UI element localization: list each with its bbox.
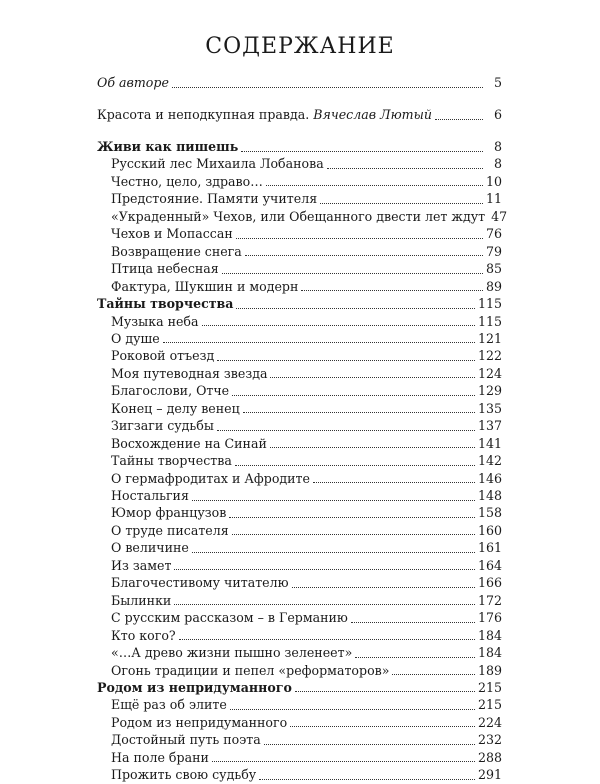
toc-entry[interactable] xyxy=(111,644,502,662)
toc-entry[interactable] xyxy=(111,504,502,522)
dot-leader xyxy=(235,465,475,466)
entry-title xyxy=(111,208,485,226)
entry-title-text: Птица небесная xyxy=(111,261,219,277)
page-number: 8 xyxy=(493,139,502,154)
page-number: 148 xyxy=(477,488,502,503)
entry-title-text: Прожить свою судьбу xyxy=(111,767,257,783)
page-number: 176 xyxy=(477,610,502,626)
entry-title-text: Родом из непридуманного xyxy=(97,679,292,695)
page-title: СОДЕРЖАНИЕ xyxy=(205,34,395,59)
page-number: 172 xyxy=(477,592,502,608)
entry-title-text: Былинки xyxy=(111,592,172,608)
entry-title-text: О труде писателя xyxy=(111,522,229,538)
toc-entry[interactable] xyxy=(111,417,502,435)
toc-entry[interactable] xyxy=(111,766,502,784)
dot-leader xyxy=(163,342,475,343)
toc-entry[interactable] xyxy=(111,208,508,226)
page-number: 89 xyxy=(485,278,502,294)
entry-title-text: На поле брани xyxy=(111,749,209,765)
page-number: 76 xyxy=(485,226,502,242)
page-number: 79 xyxy=(485,243,502,259)
entry-title xyxy=(111,539,189,557)
entry-title xyxy=(111,155,324,173)
toc-entry[interactable] xyxy=(111,400,502,418)
entry-title xyxy=(97,679,292,697)
page-number: 184 xyxy=(477,627,502,643)
entry-title xyxy=(111,504,226,522)
entry-title-text: Кто кого? xyxy=(111,627,176,643)
dot-leader xyxy=(264,744,475,745)
page-number: 115 xyxy=(477,313,502,329)
toc-entry[interactable] xyxy=(111,696,502,714)
dot-leader xyxy=(392,674,475,675)
entry-title xyxy=(111,313,199,331)
dot-leader xyxy=(172,87,483,88)
entry-title-text: Об авторе xyxy=(97,75,169,90)
entry-title xyxy=(111,731,261,749)
entry-title-text: Зигзаги судьбы xyxy=(111,418,214,434)
entry-title xyxy=(111,278,298,296)
page-number: 8 xyxy=(493,156,502,172)
entry-title xyxy=(111,557,171,575)
page-number: 11 xyxy=(485,191,502,207)
dot-leader xyxy=(230,709,475,710)
entry-title xyxy=(111,766,256,784)
entry-title xyxy=(111,574,289,592)
dot-leader xyxy=(259,779,475,780)
entry-title-text: О величине xyxy=(111,540,189,556)
page-number: 146 xyxy=(477,470,502,486)
page-number: 224 xyxy=(477,714,502,730)
toc-entry[interactable] xyxy=(111,278,502,296)
page-number: 115 xyxy=(477,296,502,312)
toc-entry[interactable] xyxy=(111,522,502,540)
entry-title xyxy=(111,609,348,627)
dot-leader xyxy=(236,308,474,309)
toc-entry[interactable] xyxy=(111,347,502,365)
entry-title-text: Русский лес Михаила Лобанова xyxy=(111,156,324,172)
entry-title xyxy=(111,243,242,261)
entry-title-text: Музыка неба xyxy=(111,313,199,329)
toc-entry-front[interactable] xyxy=(97,106,502,124)
dot-leader xyxy=(320,203,483,204)
entry-title xyxy=(111,487,189,505)
dot-leader xyxy=(290,726,475,727)
page-number: 215 xyxy=(477,679,502,695)
entry-title xyxy=(111,644,352,662)
toc-entry[interactable] xyxy=(111,749,502,767)
entry-title-text: Из замет xyxy=(111,557,172,573)
entry-title xyxy=(97,295,233,313)
toc-entry[interactable] xyxy=(111,225,502,243)
toc-entry[interactable] xyxy=(111,557,502,575)
entry-title-text: «Украденный» Чехов, или Обещанного двести лет ждут xyxy=(111,208,486,224)
toc-entry[interactable] xyxy=(111,330,502,348)
toc-entry[interactable] xyxy=(111,539,502,557)
entry-title-text: Возвращение снега xyxy=(111,243,242,259)
entry-title-text: Достойный путь поэта xyxy=(111,732,261,748)
page-number: 124 xyxy=(477,365,502,381)
page-number: 158 xyxy=(477,505,502,521)
entry-title xyxy=(111,522,229,540)
entry-title xyxy=(111,435,267,453)
toc-entry[interactable] xyxy=(111,452,502,470)
entry-title-text: Благочестивому читателю xyxy=(111,575,289,591)
entry-title xyxy=(111,662,389,680)
dot-leader xyxy=(236,238,483,239)
toc-entry[interactable] xyxy=(111,260,502,278)
dot-leader xyxy=(174,604,475,605)
entry-title xyxy=(97,106,432,124)
page-number: 85 xyxy=(485,261,502,277)
page-number: 288 xyxy=(477,749,502,765)
page-number: 184 xyxy=(477,645,502,661)
dot-leader xyxy=(192,552,475,553)
entry-title-text: Родом из непридуманного xyxy=(111,714,288,730)
entry-title xyxy=(97,74,169,92)
toc-entry[interactable] xyxy=(111,470,502,488)
entry-title-text: Благослови, Отче xyxy=(111,383,230,399)
entry-author: Вячеслав Лютый xyxy=(313,107,432,122)
page-number: 5 xyxy=(493,75,502,90)
entry-title xyxy=(111,417,214,435)
toc-entry-front[interactable] xyxy=(97,74,502,92)
page-number: 291 xyxy=(477,767,502,783)
dot-leader xyxy=(270,447,475,448)
dot-leader xyxy=(217,430,475,431)
dot-leader xyxy=(266,185,483,186)
entry-title xyxy=(111,173,263,191)
toc-section-heading[interactable] xyxy=(97,138,502,156)
dot-leader xyxy=(217,360,475,361)
dot-leader xyxy=(243,412,475,413)
entry-title-text: Восхождение на Синай xyxy=(111,435,267,451)
toc-section-heading[interactable] xyxy=(97,679,502,697)
dot-leader xyxy=(179,639,475,640)
entry-title xyxy=(111,749,209,767)
page-number: 137 xyxy=(477,418,502,434)
entry-title-text: Честно, цело, здраво… xyxy=(111,173,263,189)
page-number: 135 xyxy=(477,400,502,416)
entry-title xyxy=(111,347,214,365)
toc-entry[interactable] xyxy=(111,627,502,645)
page-number: 6 xyxy=(493,107,502,122)
dot-leader xyxy=(212,761,475,762)
dot-leader xyxy=(245,255,483,256)
entry-title-text: Моя путеводная звезда xyxy=(111,365,268,381)
toc-entry[interactable] xyxy=(111,313,502,331)
entry-title-text: Роковой отъезд xyxy=(111,348,215,364)
entry-title xyxy=(111,714,287,732)
dot-leader xyxy=(435,119,483,120)
toc-entry[interactable] xyxy=(111,243,502,261)
toc-entry[interactable] xyxy=(111,382,502,400)
toc-entry[interactable] xyxy=(111,173,502,191)
entry-title xyxy=(111,190,317,208)
dot-leader xyxy=(202,325,475,326)
entry-title xyxy=(111,696,227,714)
entry-title-text: Огонь традиции и пепел «реформаторов» xyxy=(111,662,390,678)
page-number: 189 xyxy=(477,662,502,678)
entry-title xyxy=(111,627,176,645)
entry-title xyxy=(111,225,233,243)
entry-title-text: С русским рассказом – в Германию xyxy=(111,610,348,626)
toc-entry[interactable] xyxy=(111,574,502,592)
entry-title-text: Красота и неподкупная правда. xyxy=(97,107,310,122)
dot-leader xyxy=(229,517,475,518)
entry-title-text: Предстояние. Памяти учителя xyxy=(111,191,318,207)
dot-leader xyxy=(241,151,483,152)
dot-leader xyxy=(355,657,475,658)
toc-entry[interactable] xyxy=(111,365,502,383)
toc-entry[interactable] xyxy=(111,662,502,680)
page-number: 10 xyxy=(485,173,502,189)
dot-leader xyxy=(192,500,475,501)
entry-title xyxy=(97,138,238,156)
entry-title-text: Фактура, Шукшин и модерн xyxy=(111,278,299,294)
entry-title xyxy=(111,592,171,610)
dot-leader xyxy=(222,273,483,274)
page-number: 122 xyxy=(477,348,502,364)
dot-leader xyxy=(301,290,483,291)
page-number: 121 xyxy=(477,330,502,346)
page-number: 164 xyxy=(477,557,502,573)
dot-leader xyxy=(327,168,483,169)
entry-title xyxy=(111,365,267,383)
dot-leader xyxy=(292,587,475,588)
dot-leader xyxy=(295,691,475,692)
entry-title-text: Тайны творчества xyxy=(97,296,234,312)
entry-title xyxy=(111,470,310,488)
page-number: 142 xyxy=(477,453,502,469)
entry-title-text: «…А древо жизни пышно зеленеет» xyxy=(111,645,353,661)
toc-entry[interactable] xyxy=(111,731,502,749)
dot-leader xyxy=(270,377,474,378)
dot-leader xyxy=(313,482,475,483)
page-number: 161 xyxy=(477,540,502,556)
page-number: 47 xyxy=(491,208,508,224)
toc-entry[interactable] xyxy=(111,155,502,173)
entry-title-text: О душе xyxy=(111,330,160,346)
dot-leader xyxy=(351,622,475,623)
page-number: 160 xyxy=(477,522,502,538)
page-number: 129 xyxy=(477,383,502,399)
entry-title-text: Ещё раз об элите xyxy=(111,697,227,713)
entry-title-text: Юмор французов xyxy=(111,505,227,521)
entry-title xyxy=(111,260,219,278)
toc-section-heading[interactable] xyxy=(97,295,502,313)
toc-entry[interactable] xyxy=(111,435,502,453)
toc-entry[interactable] xyxy=(111,714,502,732)
entry-title-text: Тайны творчества xyxy=(111,453,232,469)
toc-entry[interactable] xyxy=(111,190,502,208)
entry-title xyxy=(111,452,232,470)
entry-title-text: Ностальгия xyxy=(111,488,189,503)
entry-title-text: Чехов и Мопассан xyxy=(111,226,233,242)
page-number: 232 xyxy=(477,732,502,748)
page-number: 166 xyxy=(477,575,502,591)
dot-leader xyxy=(232,534,475,535)
entry-title-text: Конец – делу венец xyxy=(111,400,240,416)
toc-entry[interactable] xyxy=(111,592,502,610)
entry-title-text: О гермафродитах и Афродите xyxy=(111,470,310,486)
dot-leader xyxy=(174,569,475,570)
toc-entry[interactable] xyxy=(111,487,502,505)
entry-title-text: Живи как пишешь xyxy=(97,139,239,154)
entry-title xyxy=(111,400,240,418)
page-number: 141 xyxy=(477,435,502,451)
entry-title xyxy=(111,382,229,400)
toc-entry[interactable] xyxy=(111,609,502,627)
page-number: 215 xyxy=(477,697,502,713)
dot-leader xyxy=(232,395,475,396)
entry-title xyxy=(111,330,160,348)
